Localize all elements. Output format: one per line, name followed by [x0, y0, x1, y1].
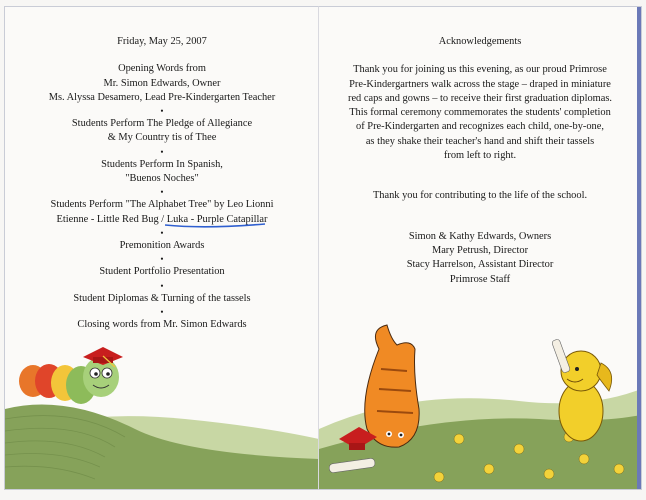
ack-para1-line: from left to right.: [443, 150, 517, 162]
alphabet-line-2: [5, 213, 319, 227]
bullet: •: [160, 146, 164, 157]
staff-line: Primrose Staff: [449, 273, 511, 285]
ack-para1-line: of Pre-Kindergarten and recognizes each child, one-by-one,: [356, 121, 604, 133]
program-page: [4, 6, 319, 490]
alphabet-luka: [167, 214, 268, 225]
awards-line: Premonition Awards: [119, 239, 205, 251]
opening-line-3: Ms. Alyssa Desamero, Lead Pre-Kindergarten Teacher: [48, 91, 276, 103]
bullet: •: [160, 254, 164, 265]
spanish-line-1: Students Perform In Spanish,: [101, 158, 223, 170]
ack-para1-line: This formal ceremony commemorates the students' completion: [349, 107, 611, 119]
opening-line-2: Mr. Simon Edwards, Owner: [103, 77, 221, 89]
alphabet-line-1: Students Perform "The Alphabet Tree" by Leo Lionni: [50, 199, 274, 211]
caterpillar-hill-illustration: [5, 339, 319, 489]
ack-para1-line: red caps and gowns – to receive their first graduation diplomas.: [347, 92, 613, 104]
opening-line-1: Opening Words from: [118, 63, 206, 75]
bullet: •: [160, 187, 164, 198]
bullet: •: [160, 227, 164, 238]
alphabet-etienne: Etienne - Little Red Bug /: [56, 213, 167, 225]
spanish-line-2: "Buenos Noches": [125, 173, 199, 185]
closing-line: Closing words from Mr. Simon Edwards: [77, 318, 247, 330]
diplomas-line: Student Diplomas & Turning of the tassels: [73, 292, 251, 304]
staff-line: Simon & Kathy Edwards, Owners: [408, 230, 552, 242]
cat-dog-hill-illustration: [319, 319, 641, 489]
ack-thanks: Thank you for contributing to the life of the school.: [372, 190, 588, 202]
acknowledgements-page: [318, 6, 642, 490]
staff-line: Stacy Harrelson, Assistant Director: [406, 259, 554, 271]
acknowledgements-text: [327, 35, 633, 287]
bullet: •: [160, 306, 164, 317]
handdrawn-underline: [165, 223, 265, 229]
event-date: Friday, May 25, 2007: [117, 36, 207, 47]
bullet: •: [160, 106, 164, 117]
ack-para1-line: Pre-Kindergartners walk across the stage – draped in miniature: [349, 78, 611, 90]
cat-icon: [365, 325, 419, 447]
page-edge-border: [637, 7, 641, 489]
ack-para1-line: Thank you for joining us this evening, as our proud Primrose: [353, 64, 607, 76]
ack-heading: Acknowledgements: [438, 36, 522, 47]
program-list: [5, 35, 319, 332]
caterpillar-icon: [19, 347, 123, 404]
staff-line: Mary Petrush, Director: [431, 244, 529, 256]
bullet: •: [160, 280, 164, 291]
portfolio-line: Student Portfolio Presentation: [99, 266, 225, 278]
pledge-line-2: & My Country tis of Thee: [107, 132, 217, 144]
ack-para1-line: as they shake their teacher's hand and shift their tassels: [365, 135, 595, 147]
pledge-line-1: Students Perform The Pledge of Allegiance: [71, 118, 253, 130]
alphabet-luka-text: Luka - Purple Catapillar: [166, 213, 268, 225]
